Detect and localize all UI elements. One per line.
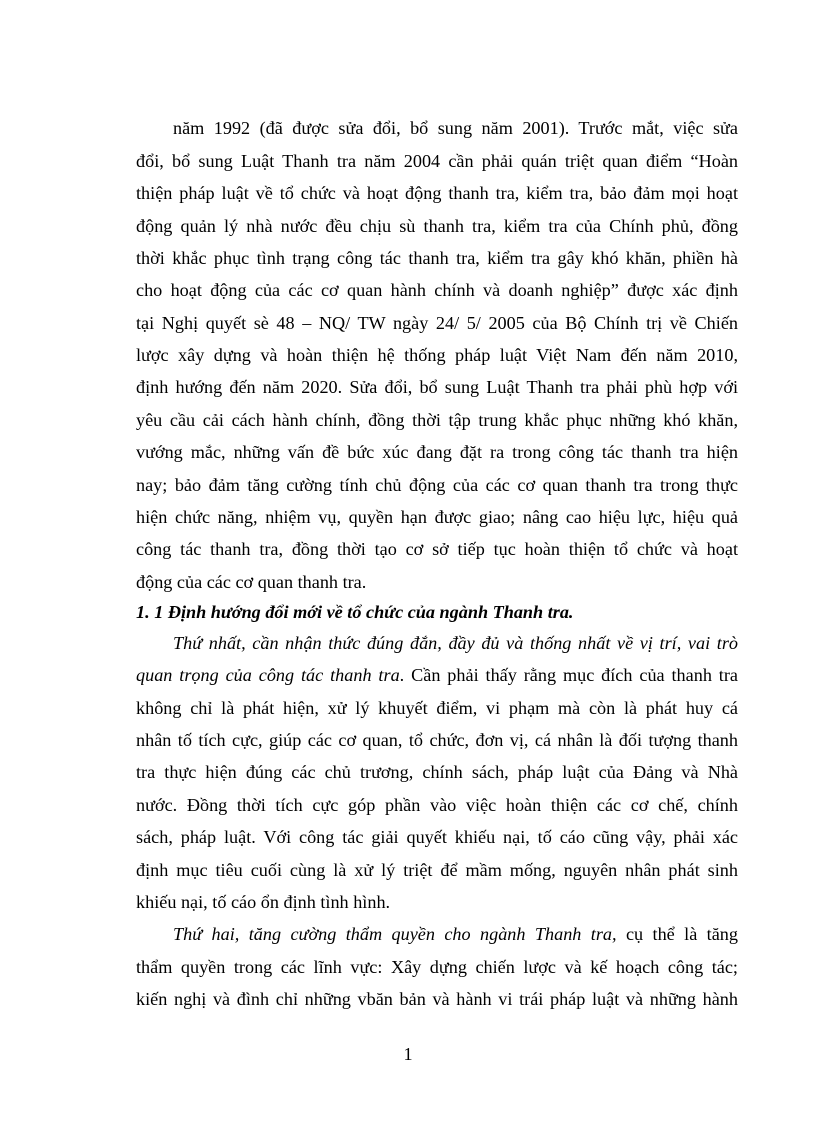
paragraph-1-line-13: hiện chức năng, nhiệm vụ, quyền hạn được giao; nâng cao hiệu lực, hiệu quả [136,507,738,527]
paragraph-3-line-2: thẩm quyền trong các lĩnh vực: Xây dựng chiến lược và kế hoạch công tác; [136,957,738,977]
paragraph-1-line-9: định hướng đến năm 2020. Sửa đổi, bổ sung Luật Thanh tra phải phù hợp với [136,377,738,397]
paragraph-3-line-3: kiến nghị và đình chỉ những vbăn bản và hành vi trái pháp luật và những hành [136,989,738,1009]
paragraph-1-line-1: năm 1992 (đã được sửa đổi, bổ sung năm 2001). Trước mắt, việc sửa [173,118,738,138]
paragraph-1-line-10: yêu cầu cải cách hành chính, đồng thời tập trung khắc phục những khó khăn, [136,410,738,430]
paragraph-2-emphasis: quan trọng của công tác thanh tra [136,665,400,685]
paragraph-2-line-9: khiếu nại, tố cáo ổn định tình hình. [136,892,391,912]
paragraph-2-line-2-text: . Cần phải thấy rằng mục đích của thanh tra [399,665,738,685]
paragraph-2-line-5: tra thực hiện đúng các chủ trương, chính sách, pháp luật của Đảng và Nhà [136,762,738,782]
section-heading: 1. 1 Định hướng đổi mới về tổ chức của ngành Thanh tra. [136,602,574,622]
paragraph-2-line-7: sách, pháp luật. Với công tác giải quyết khiếu nại, tố cáo cũng vậy, phải xác [136,827,738,847]
paragraph-3-line-1 [173,922,738,946]
paragraph-1-line-8: lược xây dựng và hoàn thiện hệ thống pháp luật Việt Nam đến năm 2010, [136,345,738,365]
paragraph-2-line-2 [136,663,738,687]
paragraph-1-line-2: đổi, bổ sung Luật Thanh tra năm 2004 cần phải quán triệt quan điểm “Hoàn [136,151,738,171]
paragraph-2-line-3: không chỉ là phát hiện, xử lý khuyết điểm, vi phạm mà còn là phát huy cá [136,698,738,718]
paragraph-1-line-12: nay; bảo đảm tăng cường tính chủ động của các cơ quan thanh tra trong thực [136,475,738,495]
paragraph-1-line-7: tại Nghị quyết sè 48 – NQ/ TW ngày 24/ 5/ 2005 của Bộ Chính trị về Chiến [136,313,738,333]
paragraph-3-line-1-text: cụ thể là tăng [616,924,738,944]
paragraph-1-line-6: cho hoạt động của các cơ quan hành chính và doanh nghiệp” được xác định [136,280,738,300]
paragraph-1-line-11: vướng mắc, những vấn đề bức xúc đang đặt ra trong công tác thanh tra hiện [136,442,738,462]
paragraph-2-line-1: Thứ nhất, cần nhận thức đúng đắn, đầy đủ và thống nhất về vị trí, vai trò [173,633,738,653]
paragraph-2-line-6: nước. Đồng thời tích cực góp phần vào việc hoàn thiện các cơ chế, chính [136,795,738,815]
paragraph-1-line-14: công tác thanh tra, đồng thời tạo cơ sở tiếp tục hoàn thiện tổ chức và hoạt [136,539,738,559]
page-number: 1 [403,1044,413,1064]
paragraph-1-line-5: thời khắc phục tình trạng công tác thanh tra, kiểm tra gây khó khăn, phiền hà [136,248,738,268]
paragraph-3-emphasis: Thứ hai, tăng cường thẩm quyền cho ngành Thanh tra, [173,924,617,944]
paragraph-2-line-4: nhân tố tích cực, giúp các cơ quan, tổ chức, đơn vị, cá nhân là đối tượng thanh [136,730,738,750]
paragraph-1-line-4: động quản lý nhà nước đều chịu sù thanh tra, kiểm tra của Chính phủ, đồng [136,216,738,236]
paragraph-1-line-3: thiện pháp luật về tổ chức và hoạt động thanh tra, kiểm tra, bảo đảm mọi hoạt [136,183,738,203]
paragraph-2-line-8: định mục tiêu cuối cùng là xử lý triệt để mầm mống, nguyên nhân phát sinh [136,860,738,880]
paragraph-1-line-15: động của các cơ quan thanh tra. [136,572,367,592]
